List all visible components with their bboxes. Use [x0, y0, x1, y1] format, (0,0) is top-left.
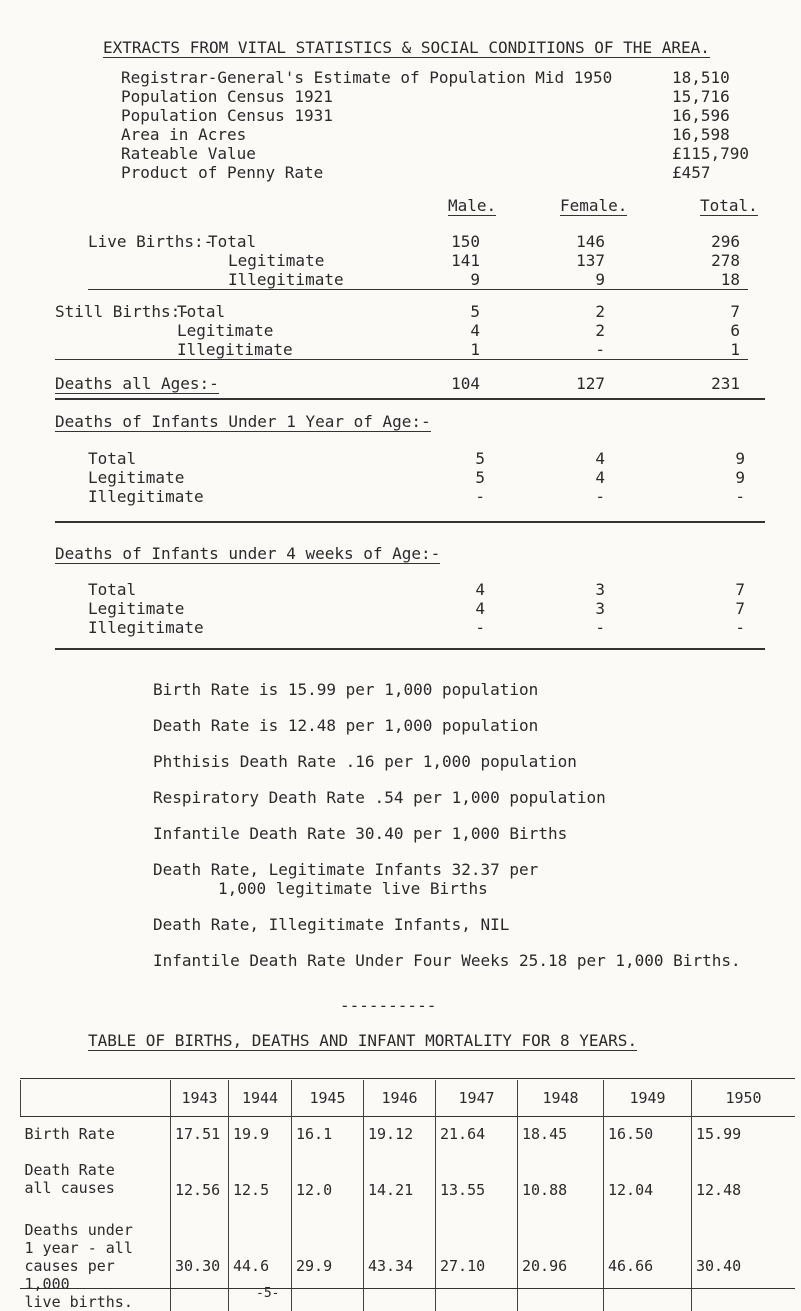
cell-female: 3 — [595, 599, 605, 618]
summary-value: £457 — [672, 163, 711, 182]
cell-male: 4 — [470, 321, 480, 340]
summary-value: 16,598 — [672, 125, 730, 144]
table-cell: 12.56 — [171, 1155, 229, 1211]
column-header-female: Female. — [560, 196, 628, 215]
table-cell: 30.40 — [692, 1211, 796, 1311]
cell-total: 296 — [711, 232, 740, 251]
year-header: 1944 — [229, 1080, 292, 1117]
row-label: Deaths under 1 year - all causes per 1,000 live births. — [24, 1220, 133, 1311]
rate-line: Respiratory Death Rate .54 per 1,000 population — [153, 788, 606, 807]
page-number: -5- — [256, 1286, 280, 1301]
rate-line: Death Rate is 12.48 per 1,000 population — [153, 716, 539, 735]
table-cell: 12.5 — [229, 1155, 292, 1211]
divider — [55, 521, 765, 523]
rate-line: Birth Rate is 15.99 per 1,000 population — [153, 680, 539, 699]
table-cell: 29.9 — [292, 1211, 364, 1311]
cell-male: 5 — [470, 302, 480, 321]
summary-label: Rateable Value — [121, 144, 256, 163]
table-cell: 44.6 — [229, 1211, 292, 1311]
row-label: Death Rate all causes — [24, 1160, 115, 1197]
row-label: Illegitimate — [177, 340, 293, 359]
cell-total: 9 — [735, 468, 745, 487]
cell-male: 4 — [475, 580, 485, 599]
cell-female: 9 — [595, 270, 605, 289]
rate-line: Death Rate, Legitimate Infants 32.37 per — [153, 860, 539, 879]
row-label: Legitimate — [88, 468, 185, 487]
table-cell: 10.88 — [518, 1155, 604, 1211]
still-births-heading: Still Births:- — [55, 302, 190, 321]
table-cell: 43.34 — [364, 1211, 436, 1311]
column-header-male: Male. — [448, 196, 497, 215]
divider — [88, 289, 748, 290]
cell-female: - — [595, 340, 605, 359]
divider — [55, 648, 765, 650]
rate-line: Death Rate, Illegitimate Infants, NIL — [153, 915, 510, 934]
divider — [55, 398, 765, 400]
cell-male: 5 — [475, 449, 485, 468]
cell-female: 3 — [595, 580, 605, 599]
summary-value: 15,716 — [672, 87, 730, 106]
row-label: Birth Rate — [24, 1125, 115, 1143]
cell-female: 2 — [595, 302, 605, 321]
table-row — [21, 1117, 796, 1155]
rate-line: Infantile Death Rate Under Four Weeks 25.18 per 1,000 Births. — [153, 951, 741, 970]
cell-total: 7 — [735, 599, 745, 618]
row-label: Illegitimate — [228, 270, 344, 289]
year-header: 1946 — [364, 1080, 436, 1117]
table-bottom-rule — [20, 1288, 795, 1289]
table-cell: 13.55 — [436, 1155, 518, 1211]
table-cell: 18.45 — [518, 1117, 604, 1155]
table-cell: 12.0 — [292, 1155, 364, 1211]
live-births-heading: Live Births:- — [88, 232, 214, 251]
year-header: 1948 — [518, 1080, 604, 1117]
row-label: Total — [208, 232, 257, 251]
cell-total: 278 — [711, 251, 740, 270]
table-cell: 19.12 — [364, 1117, 436, 1155]
cell-total: 18 — [720, 270, 740, 289]
infant-deaths-4wk-heading: Deaths of Infants under 4 weeks of Age:- — [55, 544, 441, 563]
header-blank — [21, 1080, 171, 1117]
table-cell: 21.64 — [436, 1117, 518, 1155]
row-label: Illegitimate — [88, 487, 204, 506]
rate-line: Phthisis Death Rate .16 per 1,000 population — [153, 752, 577, 771]
table-top-rule — [20, 1078, 795, 1079]
cell-female: - — [595, 487, 605, 506]
year-header-row — [21, 1080, 796, 1117]
year-header: 1943 — [171, 1080, 229, 1117]
cell-female: 127 — [576, 374, 605, 393]
row-label: Total — [88, 580, 137, 599]
table-cell: 30.30 — [171, 1211, 229, 1311]
table-row — [21, 1211, 796, 1311]
cell-male: 9 — [470, 270, 480, 289]
table-cell: 14.21 — [364, 1155, 436, 1211]
cell-female: 4 — [595, 468, 605, 487]
history-table — [20, 1080, 795, 1311]
summary-label: Population Census 1921 — [121, 87, 333, 106]
summary-label: Area in Acres — [121, 125, 247, 144]
year-header: 1950 — [692, 1080, 796, 1117]
row-label: Legitimate — [177, 321, 274, 340]
cell-female: - — [595, 618, 605, 637]
cell-male: - — [475, 618, 485, 637]
table-cell: 20.96 — [518, 1211, 604, 1311]
table-cell: 46.66 — [604, 1211, 692, 1311]
page-title: EXTRACTS FROM VITAL STATISTICS & SOCIAL CONDITIONS OF THE AREA. — [103, 38, 710, 57]
summary-value: 18,510 — [672, 68, 730, 87]
cell-male: 1 — [470, 340, 480, 359]
cell-male: 150 — [451, 232, 480, 251]
year-header: 1947 — [436, 1080, 518, 1117]
summary-value: 16,596 — [672, 106, 730, 125]
cell-female: 146 — [576, 232, 605, 251]
cell-male: 141 — [451, 251, 480, 270]
divider — [55, 359, 748, 360]
table-title: TABLE OF BIRTHS, DEATHS AND INFANT MORTALITY FOR 8 YEARS. — [88, 1031, 638, 1050]
row-label: Total — [177, 302, 226, 321]
table-cell: 15.99 — [692, 1117, 796, 1155]
row-label: Legitimate — [88, 599, 185, 618]
column-header-total: Total. — [700, 196, 758, 215]
cell-male: 5 — [475, 468, 485, 487]
summary-label: Registrar-General's Estimate of Population Mid 1950 — [121, 68, 613, 87]
cell-total: 9 — [735, 449, 745, 468]
row-label: Illegitimate — [88, 618, 204, 637]
cell-total: 231 — [711, 374, 740, 393]
table-row — [21, 1155, 796, 1211]
deaths-all-ages-label: Deaths all Ages:- — [55, 374, 219, 393]
cell-total: 6 — [730, 321, 740, 340]
row-label: Total — [88, 449, 137, 468]
table-cell: 17.51 — [171, 1117, 229, 1155]
year-header: 1949 — [604, 1080, 692, 1117]
table-cell: 16.50 — [604, 1117, 692, 1155]
year-header: 1945 — [292, 1080, 364, 1117]
summary-label: Population Census 1931 — [121, 106, 333, 125]
table-cell: 16.1 — [292, 1117, 364, 1155]
table-cell: 12.04 — [604, 1155, 692, 1211]
summary-label: Product of Penny Rate — [121, 163, 324, 182]
table-cell: 19.9 — [229, 1117, 292, 1155]
cell-total: - — [735, 487, 745, 506]
row-label: Legitimate — [228, 251, 325, 270]
cell-female: 137 — [576, 251, 605, 270]
rate-line: 1,000 legitimate live Births — [218, 879, 488, 898]
cell-total: 7 — [730, 302, 740, 321]
cell-total: 7 — [735, 580, 745, 599]
cell-male: 104 — [451, 374, 480, 393]
cell-total: 1 — [730, 340, 740, 359]
cell-male: 4 — [475, 599, 485, 618]
cell-male: - — [475, 487, 485, 506]
infant-deaths-1yr-heading: Deaths of Infants Under 1 Year of Age:- — [55, 412, 431, 431]
cell-female: 2 — [595, 321, 605, 340]
table-cell: 27.10 — [436, 1211, 518, 1311]
summary-value: £115,790 — [672, 144, 750, 163]
table-cell: 12.48 — [692, 1155, 796, 1211]
rate-line: Infantile Death Rate 30.40 per 1,000 Births — [153, 824, 568, 843]
cell-female: 4 — [595, 449, 605, 468]
separator: ---------- — [340, 996, 437, 1015]
cell-total: - — [735, 618, 745, 637]
